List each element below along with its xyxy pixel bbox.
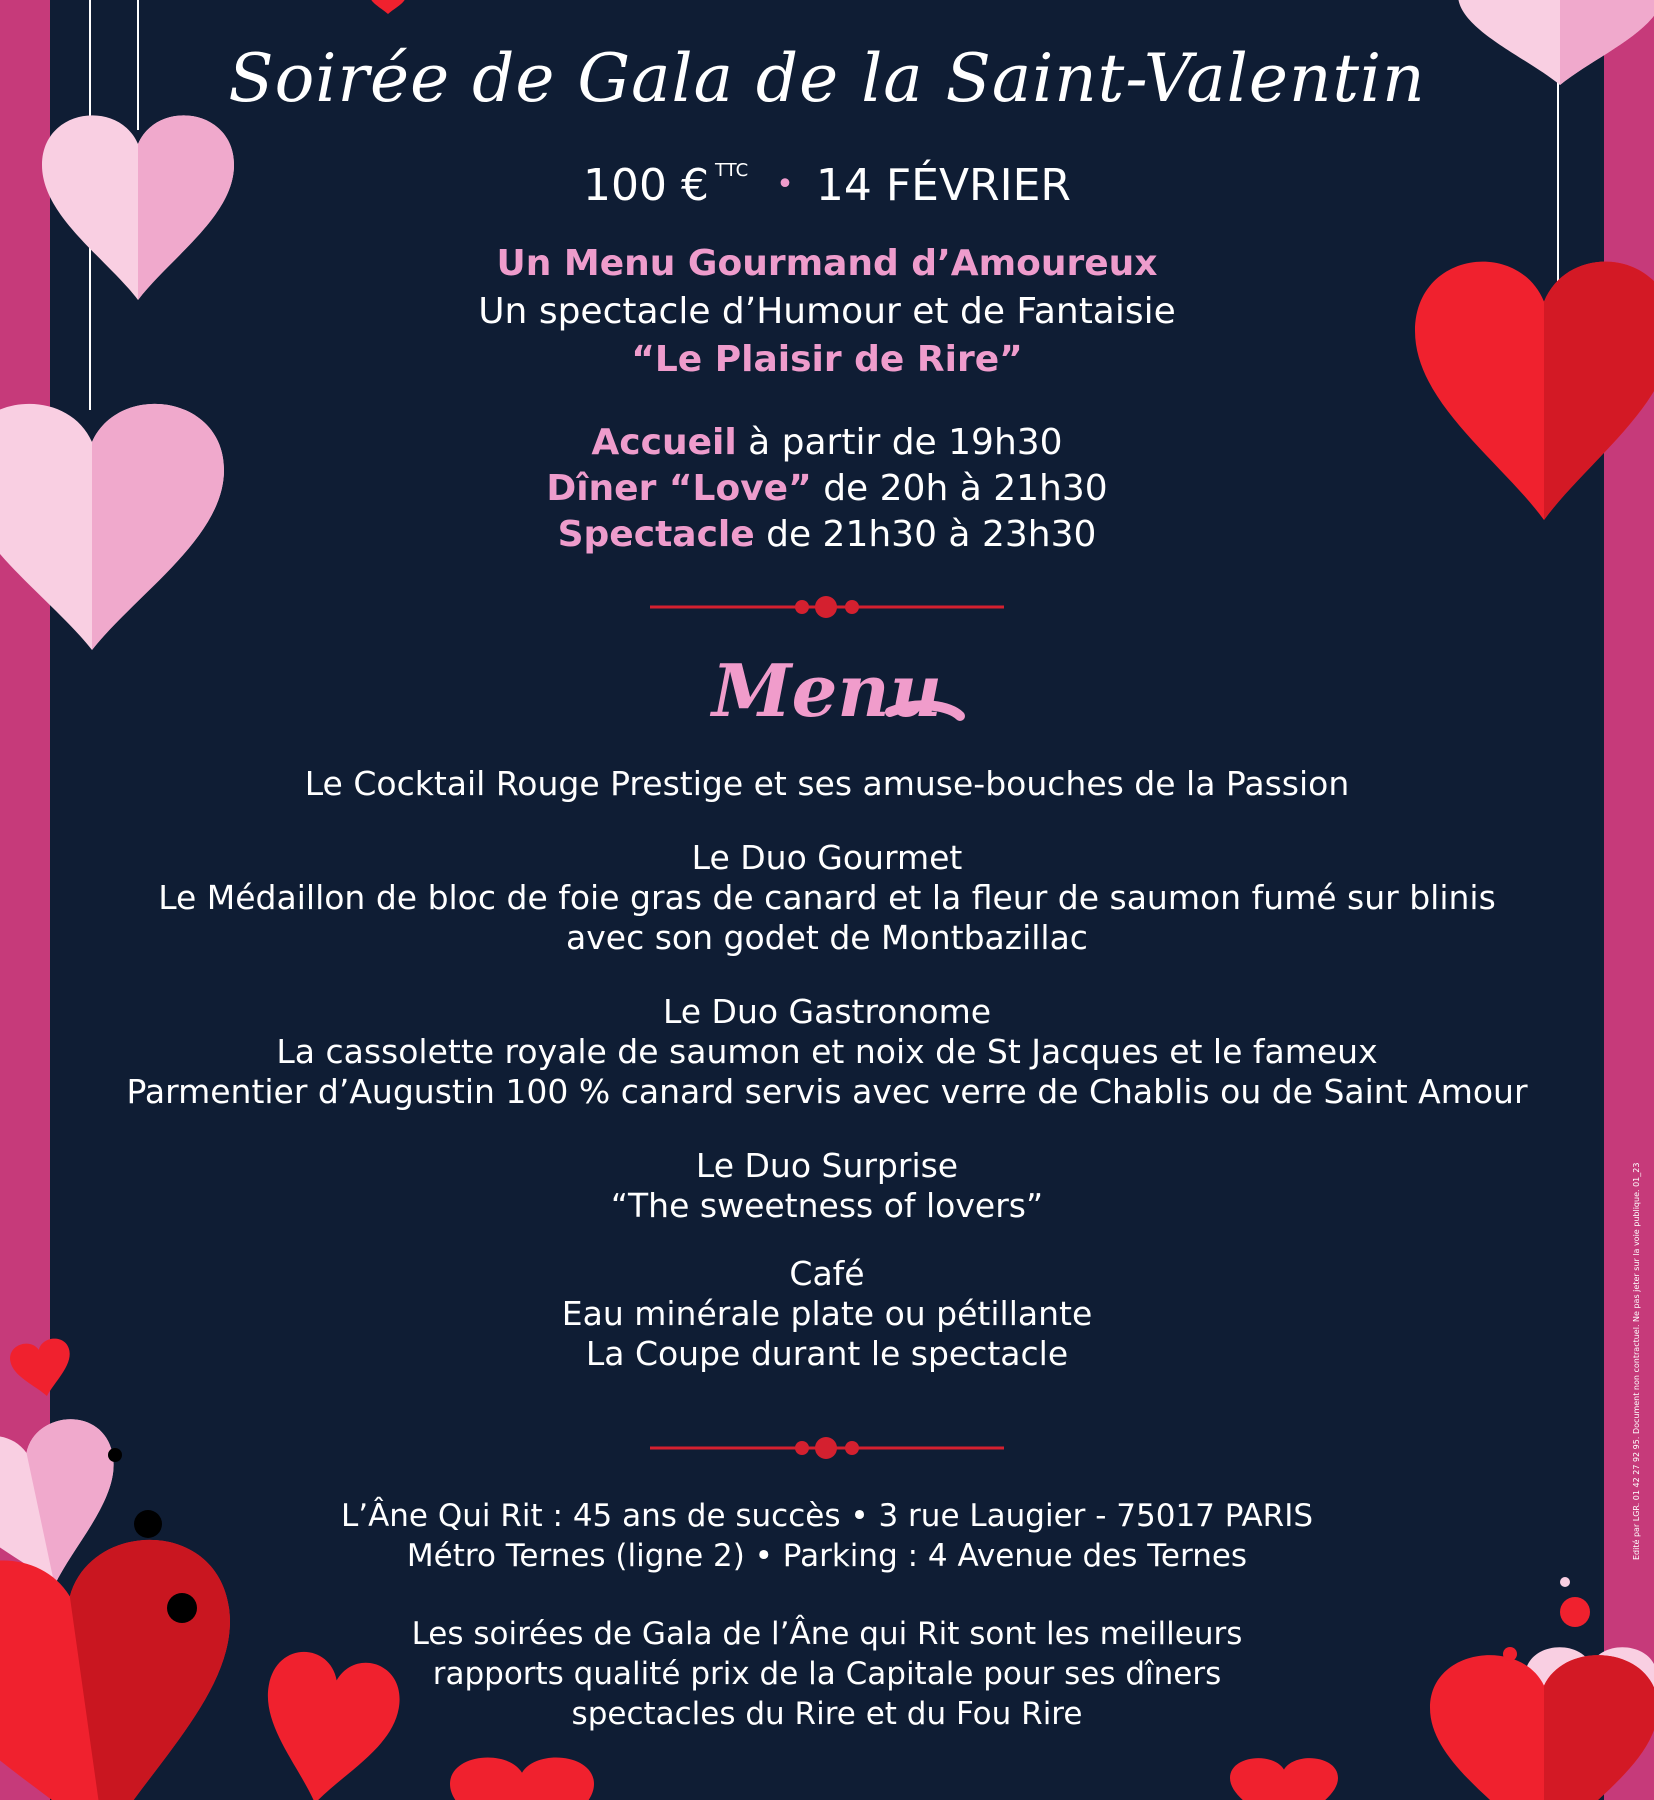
menu-extra: Eau minérale plate ou pétillante xyxy=(561,1294,1093,1333)
schedule-label: Spectacle xyxy=(557,514,755,555)
footer xyxy=(60,1496,1594,1734)
menu-course-line: Le Médaillon de bloc de foie gras de canard et la fleur de saumon fumé sur blinis xyxy=(158,878,1496,917)
schedule xyxy=(60,420,1594,558)
schedule-item xyxy=(60,420,1594,466)
menu-cocktail: Le Cocktail Rouge Prestige et ses amuse-bouches de la Passion xyxy=(304,764,1350,803)
dot-black-1 xyxy=(108,1448,122,1462)
page-title: Soirée de Gala de la Saint-Valentin xyxy=(228,40,1426,117)
transport-info: Métro Ternes (ligne 2) • Parking : 4 Avenue des Ternes xyxy=(406,1538,1248,1574)
schedule-label: Dîner “Love” xyxy=(546,468,812,509)
schedule-item xyxy=(60,512,1594,558)
menu-course-title: Le Duo Gastronome xyxy=(662,992,992,1031)
menu-course-line: avec son godet de Montbazillac xyxy=(566,918,1088,957)
promo-line: rapports qualité prix de la Capitale pour ses dîners xyxy=(432,1656,1222,1692)
menu-course-title: Le Duo Gourmet xyxy=(691,838,963,877)
divider-bottom xyxy=(650,1437,1004,1459)
promo-line: spectacles du Rire et du Fou Rire xyxy=(571,1696,1083,1732)
schedule-label: Accueil xyxy=(591,422,737,463)
show-line: Un spectacle d’Humour et de Fantaisie xyxy=(478,291,1176,332)
menu-course-line: Parmentier d’Augustin 100 % canard servis avec verre de Chablis ou de Saint Amour xyxy=(126,1072,1528,1111)
menu-list xyxy=(60,764,1594,1374)
divider-top xyxy=(650,596,1004,618)
menu-heading: Menu xyxy=(711,648,943,733)
red-heart-bottom-center-left xyxy=(450,1758,594,1800)
price-suffix: TTC xyxy=(714,160,749,181)
menu-course-line: La cassolette royale de saumon et noix de St Jacques et le fameux xyxy=(276,1032,1378,1071)
separator-dot: • xyxy=(776,167,794,202)
red-heart-bottom-right-small xyxy=(1230,1758,1338,1800)
price-date-line xyxy=(60,160,1594,211)
schedule-time: de 20h à 21h30 xyxy=(811,468,1108,509)
schedule-time: à partir de 19h30 xyxy=(736,422,1063,463)
menu-course-title: Le Duo Surprise xyxy=(695,1146,959,1185)
red-heart-top-small xyxy=(370,0,406,14)
menu-tagline: Un Menu Gourmand d’Amoureux xyxy=(496,243,1158,284)
menu-course-line: “The sweetness of lovers” xyxy=(610,1186,1044,1225)
venue-address: L’Âne Qui Rit : 45 ans de succès • 3 rue Laugier - 75017 PARIS xyxy=(340,1498,1314,1534)
price: 100 € xyxy=(583,160,709,211)
promo-line: Les soirées de Gala de l’Âne qui Rit sont les meilleurs xyxy=(411,1616,1243,1652)
menu-extra: La Coupe durant le spectacle xyxy=(585,1334,1069,1373)
schedule-time: de 21h30 à 23h30 xyxy=(754,514,1097,555)
schedule-item xyxy=(60,466,1594,512)
legal-side-note: Edité par LGR. 01 42 27 92 95. Document non contractuel. Ne pas jeter sur la voie publique. 01_23 xyxy=(1632,1162,1641,1560)
show-name: “Le Plaisir de Rire” xyxy=(631,339,1023,380)
menu-extra: Café xyxy=(789,1254,865,1293)
intro-block xyxy=(60,240,1594,384)
event-date: 14 FÉVRIER xyxy=(815,160,1071,211)
